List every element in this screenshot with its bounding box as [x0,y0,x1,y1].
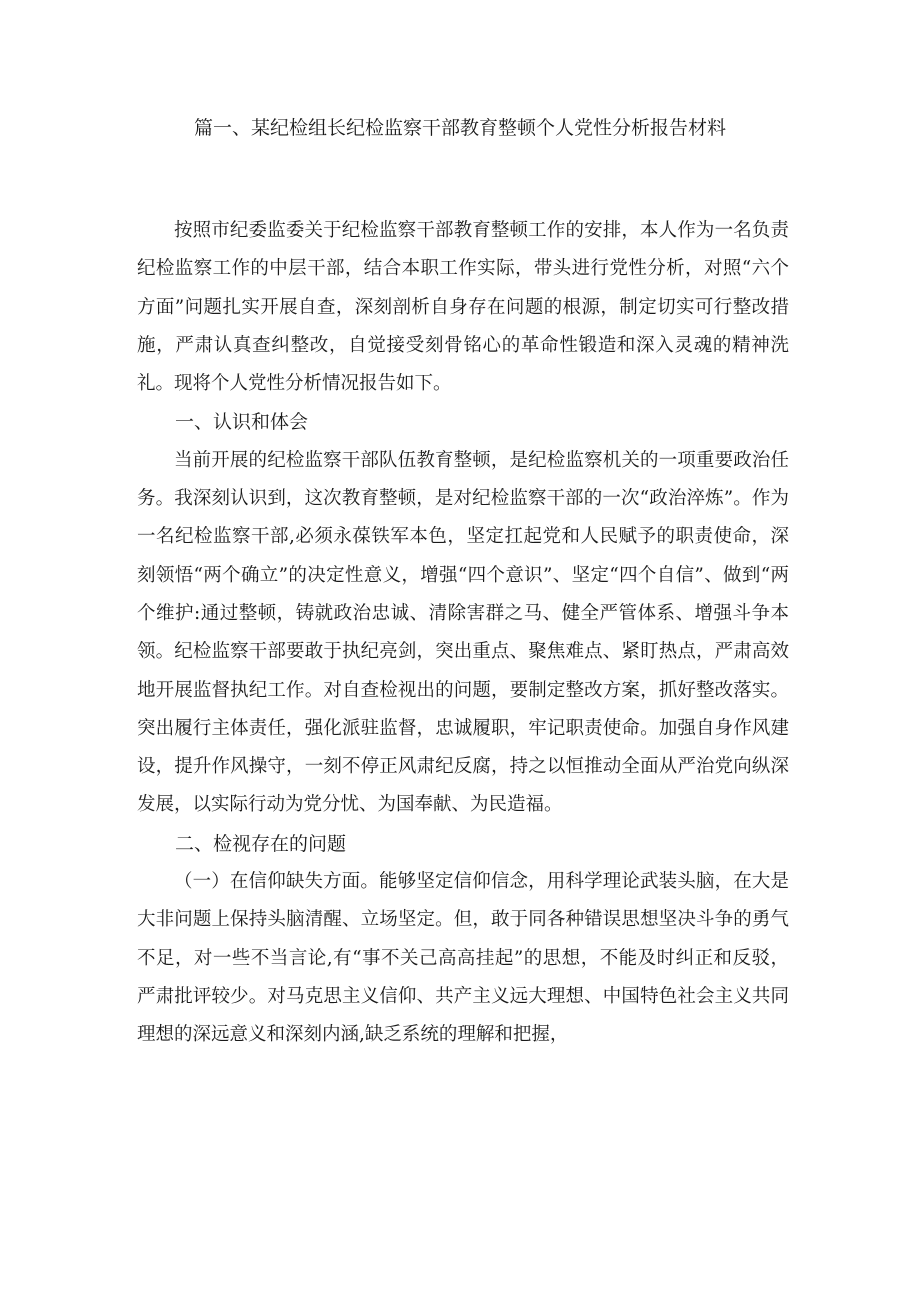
document-title: 篇一、某纪检组长纪检监察干部教育整顿个人党性分析报告材料 [193,117,726,139]
section-1-paragraph: 当前开展的纪检监察干部队伍教育整顿，是纪检监察机关的一项重要政治任务。我深刻认识到，这次教育整顿，是对纪检监察干部的一次“政治淬炼”。作为一名纪检监察干部,必须永葆铁军本色，坚定扛起党和人民赋予的职责使命，深刻领悟“两个确立”的决定性意义，增强“四个意识”、坚定“四个自信”、做到“两个维护:通过整顿，铸就政治忠诚、清除害群之马、健全严管体系、增强斗争本领。纪检监察干部要敢于执纪亮剑，突出重点、聚焦难点、紧盯热点，严肃高效地开展监督执纪工作。对自查检视出的问题，要制定整改方案，抓好整改落实。突出履行主体责任，强化派驻监督，忠诚履职，牢记职责使命。加强自身作风建设，提升作风操守，一刻不停正风肃纪反腐，持之以恒推动全面从严治党向纵深发展，以实际行动为党分忧、为国奉献、为民造福。 [137,449,789,816]
section-2-item-1-paragraph: （一）在信仰缺失方面。能够坚定信仰信念，用科学理论武装头脑，在大是大非问题上保持头脑清醒、立场坚定。但，敢于同各种错误思想坚决斗争的勇气不足，对一些不当言论,有“事不关己高高挂起”的思想，不能及时纠正和反驳，严肃批评较少。对马克思主义信仰、共产主义远大理想、中国特色社会主义共同理想的深远意义和深刻内涵,缺乏系统的理解和把握， [137,871,789,1046]
section-heading-1: 一、认识和体会 [175,411,309,434]
intro-paragraph: 按照市纪委监委关于纪检监察干部教育整顿工作的安排，本人作为一名负责纪检监察工作的中层干部，结合本职工作实际，带头进行党性分析，对照“六个方面”问题扎实开展自查，深刻剖析自身存在问题的根源，制定切实可行整改措施，严肃认真查纠整改，自觉接受刻骨铭心的革命性锻造和深入灵魂的精神洗礼。现将个人党性分析情况报告如下。 [137,220,789,395]
document-body [137,212,789,1055]
section-heading-2: 二、检视存在的问题 [175,832,347,855]
